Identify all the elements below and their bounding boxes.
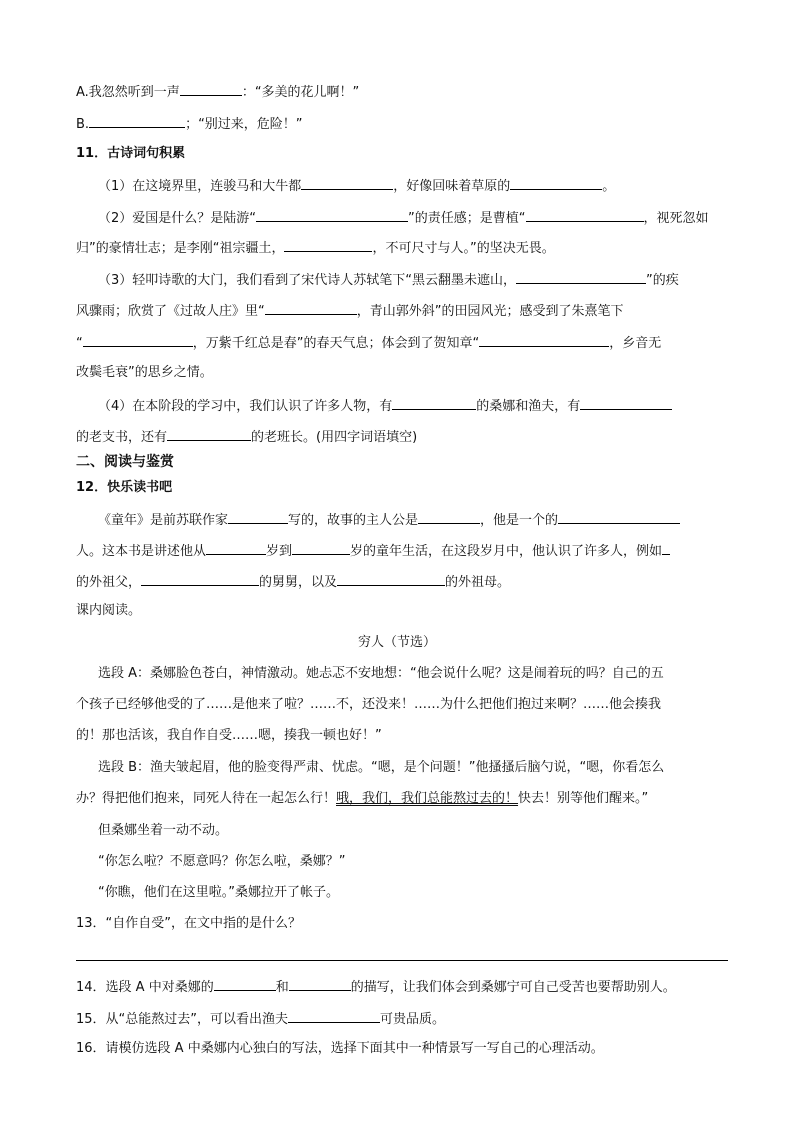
q11-p2-text: ，视死忽如 [643, 211, 709, 226]
passage-b-line1: 选段 B：渔夫皱起眉，他的脸变得严肃、忧虑。“嗯，是个问题！”他搔搔后脑勺说，“嗯，你看怎么 [98, 760, 665, 775]
q11-part2-line2 [76, 238, 555, 258]
q11-p1-text: 。 [602, 179, 616, 194]
q11-part3-line3 [76, 333, 661, 353]
blank[interactable] [510, 176, 602, 190]
q11-p1-text: （1）在这境界里，连骏马和大牛都 [98, 179, 302, 194]
q13-text: 13．“自作自受”，在文中指的是什么？ [76, 916, 302, 931]
q11-p2-text: 归”的豪情壮志；是李刚“祖宗疆土， [76, 241, 285, 256]
q10-b-suffix: ；“别过来，危险！” [185, 117, 303, 132]
blank[interactable] [337, 572, 445, 586]
q11-p4-text: 的老班长。(用四字词语填空) [251, 430, 418, 445]
blank[interactable] [392, 396, 476, 410]
q12-text: 人。这本书是讲述他从 [76, 544, 207, 559]
underlined-sentence: 哦，我们，我们总能熬过去的！ [336, 791, 519, 806]
q12-text: 写的，故事的主人公是 [288, 513, 419, 528]
passage-c-line3: “你瞧，他们在这里啦。”桑娜拉开了帐子。 [98, 885, 339, 900]
reading-intro: 课内阅读。 [76, 603, 142, 618]
q11-p3-text: ，乡音无 [609, 336, 662, 351]
q11-p2-text: （2）爱国是什么？是陆游“ [98, 211, 257, 226]
blank[interactable] [206, 541, 266, 555]
q15-text: 15．从“总能熬过去”，可以看出渔夫 [76, 1012, 289, 1027]
q12-text: 的外祖父， [76, 575, 142, 590]
q12-text: 岁的童年生活，在这段岁月中，他认识了许多人，例如 [350, 544, 663, 559]
blank[interactable] [288, 1009, 380, 1023]
q12-line1 [98, 510, 680, 530]
q11-p3-text: （3）轻叩诗歌的大门，我们看到了宋代诗人苏轼笔下“黑云翻墨未遮山， [98, 273, 517, 288]
blank[interactable] [580, 396, 672, 410]
q11-part1 [98, 176, 615, 196]
answer-line[interactable] [76, 960, 728, 961]
blank[interactable] [284, 238, 372, 252]
q11-part3-line1 [98, 270, 679, 290]
passage-c-line2: “你怎么啦？不愿意吗？你怎么啦，桑娜？” [98, 854, 346, 869]
q10-a-suffix: ：“多美的花儿啊！” [241, 85, 360, 100]
blank[interactable] [228, 510, 288, 524]
q11-p3-text: “ [76, 336, 83, 351]
q14-text: 和 [275, 980, 289, 995]
q11-p4-text: （4）在本阶段的学习中，我们认识了许多人物，有 [98, 399, 393, 414]
q12-text: 的舅舅，以及 [259, 575, 338, 590]
q14-text: 14．选段 A 中对桑娜的 [76, 980, 214, 995]
blank[interactable] [167, 427, 251, 441]
q12-text: ，他是一个的 [480, 513, 559, 528]
blank[interactable] [289, 977, 351, 991]
passage-a-line3: 的！那也活该，我自作自受……嗯，揍我一顿也好！” [76, 728, 382, 743]
q11-p1-text: ，好像回味着草原的 [393, 179, 511, 194]
q14-text: 的描写，让我们体会到桑娜宁可自己受苦也要帮助别人。 [350, 980, 676, 995]
q11-p3-text: ”的疾 [646, 273, 679, 288]
q15-text: 可贵品质。 [380, 1012, 446, 1027]
q10-option-b [76, 114, 303, 134]
q11-p2-text: ，不可尺寸与人。”的坚决无畏。 [372, 241, 555, 256]
q11-part3-line2 [76, 301, 624, 321]
q11-p3-text: ，万紫千红总是春”的春天气息；体会到了贺知章“ [192, 336, 480, 351]
q11-part4-line1 [98, 396, 672, 416]
blank[interactable] [83, 333, 193, 347]
q14 [76, 977, 676, 997]
blank[interactable] [180, 82, 242, 96]
passage-c-line1: 但桑娜坐着一动不动。 [98, 823, 229, 838]
blank[interactable] [141, 572, 259, 586]
section2-title: 二、阅读与鉴赏 [76, 454, 174, 470]
blank[interactable] [558, 510, 680, 524]
q11-p2-text: ”的责任感；是曹植“ [408, 211, 526, 226]
passage-a-line1: 选段 A：桑娜脸色苍白，神情激动。她忐忑不安地想：“他会说什么呢？这是闹着玩的吗？自己的五 [98, 666, 664, 681]
blank[interactable] [89, 114, 185, 128]
blank[interactable] [479, 333, 609, 347]
q11-p3-text: 风骤雨；欣赏了《过故人庄》里“ [76, 304, 265, 319]
passage-b-line2 [76, 790, 648, 808]
q11-p4-text: 的桑娜和渔夫，有 [476, 399, 581, 414]
q11-part3-line4 [76, 364, 213, 382]
q11-p4-text: 的老支书，还有 [76, 430, 168, 445]
blank[interactable] [516, 270, 646, 284]
q12-title: 12．快乐读书吧 [76, 480, 173, 495]
blank[interactable] [265, 301, 357, 315]
blank[interactable] [292, 541, 350, 555]
q11-title: 11．古诗词句积累 [76, 146, 186, 161]
q12-line3 [76, 572, 510, 592]
q11-p3-text: 改鬓毛衰”的思乡之情。 [76, 365, 213, 380]
q11-p3-text: ，青山郭外斜”的田园风光；感受到了朱熹笔下 [356, 304, 624, 319]
blank[interactable] [662, 541, 670, 555]
blank[interactable] [526, 208, 644, 222]
q11-part2-line1 [98, 208, 709, 228]
q12-text: 《童年》是前苏联作家 [98, 513, 229, 528]
passage-title: 穷人（节选） [357, 635, 436, 650]
q12-line2 [76, 541, 670, 561]
q15 [76, 1009, 445, 1029]
passage-text: 快去！别等他们醒来。” [518, 791, 649, 806]
passage-text: 办？得把他们抱来，同死人待在一起怎么行！ [76, 791, 337, 806]
q12-text: 的外祖母。 [445, 575, 511, 590]
blank[interactable] [256, 208, 408, 222]
q10-a-prefix: A.我忽然听到一声 [76, 85, 180, 100]
q16-text: 16．请模仿选段 A 中桑娜内心独白的写法，选择下面其中一种情景写一写自己的心理活动。 [76, 1041, 604, 1056]
q10-b-prefix: B. [76, 117, 90, 132]
q10-option-a [76, 82, 359, 102]
blank[interactable] [301, 176, 393, 190]
blank[interactable] [214, 977, 276, 991]
blank[interactable] [418, 510, 480, 524]
passage-a-line2: 个孩子已经够他受的了……是他来了啦？……不，还没来！……为什么把他们抱过来啊？……他会揍我 [76, 697, 662, 712]
q11-part4-line2 [76, 427, 417, 447]
q12-text: 岁到 [266, 544, 293, 559]
